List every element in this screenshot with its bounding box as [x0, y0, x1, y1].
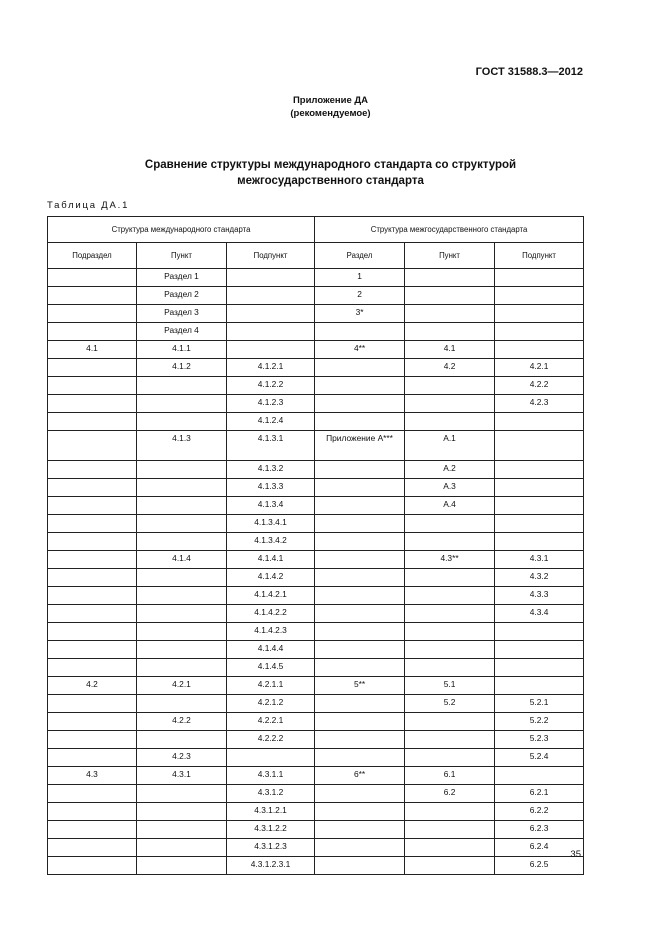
- table-cell: [405, 323, 495, 341]
- table-cell: [227, 287, 315, 305]
- table-cell: [495, 767, 584, 785]
- table-cell: 4.2.3: [137, 749, 227, 767]
- table-cell: [137, 641, 227, 659]
- table-row: [48, 359, 584, 377]
- table-row: [48, 857, 584, 875]
- table-cell: [48, 551, 137, 569]
- table-cell: 4.1.4.2: [227, 569, 315, 587]
- table-row: [48, 461, 584, 479]
- table-row: [48, 323, 584, 341]
- table-cell: 5.2: [405, 695, 495, 713]
- table-cell: [315, 359, 405, 377]
- table-cell: [137, 605, 227, 623]
- table-cell: [495, 287, 584, 305]
- table-cell: [315, 857, 405, 875]
- table-cell: [405, 515, 495, 533]
- table-row: [48, 623, 584, 641]
- table-cell: Раздел 1: [137, 269, 227, 287]
- table-cell: [227, 323, 315, 341]
- table-cell: [495, 341, 584, 359]
- table-cell: [495, 269, 584, 287]
- table-cell: [315, 803, 405, 821]
- table-cell: 6.2.1: [495, 785, 584, 803]
- table-cell: [48, 323, 137, 341]
- table-cell: 6.2.4: [495, 839, 584, 857]
- table-cell: 4.3.4: [495, 605, 584, 623]
- table-cell: 4.1.4.1: [227, 551, 315, 569]
- table-cell: [495, 641, 584, 659]
- table-row: [48, 341, 584, 359]
- table-cell: 4.1.2: [137, 359, 227, 377]
- table-row: [48, 533, 584, 551]
- document-code: ГОСТ 31588.3—2012: [475, 66, 583, 78]
- table-cell: А.4: [405, 497, 495, 515]
- table-cell: [137, 857, 227, 875]
- table-cell: [315, 839, 405, 857]
- table-cell: 4.1.2.2: [227, 377, 315, 395]
- table-cell: [405, 413, 495, 431]
- table-row: [48, 803, 584, 821]
- table-cell: [227, 305, 315, 323]
- table-cell: 4.1.3.1: [227, 431, 315, 461]
- table-cell: [495, 431, 584, 461]
- table-cell: [48, 731, 137, 749]
- table-cell: [405, 605, 495, 623]
- table-cell: 4.1.4.2.3: [227, 623, 315, 641]
- table-cell: [405, 569, 495, 587]
- table-cell: [405, 287, 495, 305]
- table-cell: Приложение А***: [315, 431, 405, 461]
- column-header: Пункт: [405, 243, 495, 269]
- table-cell: [48, 305, 137, 323]
- table-row: [48, 305, 584, 323]
- table-cell: 4.3.1.2.1: [227, 803, 315, 821]
- table-row: [48, 569, 584, 587]
- table-cell: А.2: [405, 461, 495, 479]
- table-cell: [405, 587, 495, 605]
- table-cell: [137, 785, 227, 803]
- table-row: [48, 677, 584, 695]
- table-cell: [315, 323, 405, 341]
- table-row: [48, 395, 584, 413]
- table-cell: 4.1.3.3: [227, 479, 315, 497]
- table-cell: [48, 695, 137, 713]
- table-row: [48, 839, 584, 857]
- table-cell: [315, 515, 405, 533]
- table-cell: 4.1.3.4.2: [227, 533, 315, 551]
- table-cell: [405, 731, 495, 749]
- table-cell: 4.2.2: [495, 377, 584, 395]
- table-row: [48, 659, 584, 677]
- table-cell: 4.2.2.2: [227, 731, 315, 749]
- table-cell: [48, 377, 137, 395]
- table-cell: [315, 479, 405, 497]
- table-row: [48, 377, 584, 395]
- table-cell: [48, 749, 137, 767]
- table-row: [48, 785, 584, 803]
- table-cell: [315, 497, 405, 515]
- table-cell: [495, 305, 584, 323]
- table-cell: [405, 641, 495, 659]
- table-cell: 4.3.1.2.3.1: [227, 857, 315, 875]
- table-cell: 4.1.3.2: [227, 461, 315, 479]
- table-cell: [137, 497, 227, 515]
- table-cell: [48, 431, 137, 461]
- table-cell: 4.1.4.5: [227, 659, 315, 677]
- table-row: [48, 821, 584, 839]
- table-cell: 4.1.3: [137, 431, 227, 461]
- appendix-status: (рекомендуемое): [290, 108, 371, 119]
- table-cell: [315, 821, 405, 839]
- table-cell: [227, 749, 315, 767]
- table-cell: [315, 659, 405, 677]
- table-row: [48, 497, 584, 515]
- table-cell: 6.2: [405, 785, 495, 803]
- table-cell: 4**: [315, 341, 405, 359]
- table-caption: Таблица ДА.1: [47, 200, 130, 211]
- table-cell: [315, 533, 405, 551]
- table-cell: 4.1.3.4.1: [227, 515, 315, 533]
- table-cell: [315, 587, 405, 605]
- column-header: Подпункт: [227, 243, 315, 269]
- section-heading: [0, 157, 661, 189]
- table-cell: 4.2.2.1: [227, 713, 315, 731]
- table-cell: [405, 269, 495, 287]
- table-cell: [405, 533, 495, 551]
- table-cell: 5.2.4: [495, 749, 584, 767]
- table-cell: [405, 839, 495, 857]
- table-cell: [48, 821, 137, 839]
- table-cell: 4.1.3.4: [227, 497, 315, 515]
- table-cell: [495, 515, 584, 533]
- table-row: [48, 551, 584, 569]
- column-header: Раздел: [315, 243, 405, 269]
- table-cell: 4.3.3: [495, 587, 584, 605]
- table-cell: 4.1.4.4: [227, 641, 315, 659]
- table-cell: 4.2.2: [137, 713, 227, 731]
- table-cell: [315, 785, 405, 803]
- table-cell: 4.3.2: [495, 569, 584, 587]
- table-cell: 4.1: [405, 341, 495, 359]
- page-number: 35: [570, 849, 581, 860]
- table-cell: [48, 269, 137, 287]
- group-header-international: Структура международного стандарта: [48, 217, 315, 243]
- column-header: Подпункт: [495, 243, 584, 269]
- table-row: [48, 287, 584, 305]
- table-cell: 4.1.4: [137, 551, 227, 569]
- table-cell: [48, 461, 137, 479]
- table-cell: 4.2.1.2: [227, 695, 315, 713]
- table-cell: 4.3.1.2: [227, 785, 315, 803]
- table-cell: 5.2.1: [495, 695, 584, 713]
- table-cell: [495, 677, 584, 695]
- table-cell: 4.1.1: [137, 341, 227, 359]
- table-cell: 4.2.1: [137, 677, 227, 695]
- table-cell: 4.1: [48, 341, 137, 359]
- table-cell: [315, 623, 405, 641]
- table-cell: [137, 803, 227, 821]
- table-row: [48, 695, 584, 713]
- table-cell: Раздел 3: [137, 305, 227, 323]
- table-cell: 6**: [315, 767, 405, 785]
- table-cell: [405, 305, 495, 323]
- table-cell: А.1: [405, 431, 495, 461]
- table-row: [48, 749, 584, 767]
- table-cell: [137, 461, 227, 479]
- table-cell: 4.1.2.4: [227, 413, 315, 431]
- table-cell: 5.2.2: [495, 713, 584, 731]
- table-cell: [495, 659, 584, 677]
- table-cell: 4.3.1.1: [227, 767, 315, 785]
- table-cell: [405, 803, 495, 821]
- table-cell: [315, 377, 405, 395]
- table-cell: [48, 497, 137, 515]
- table-cell: [48, 839, 137, 857]
- table-cell: [48, 359, 137, 377]
- column-header: Подраздел: [48, 243, 137, 269]
- table-cell: [137, 587, 227, 605]
- table-cell: [495, 479, 584, 497]
- comparison-table: [47, 216, 584, 875]
- table-row: [48, 731, 584, 749]
- table-cell: [137, 659, 227, 677]
- table-cell: [315, 569, 405, 587]
- table-cell: [137, 479, 227, 497]
- table-cell: [137, 413, 227, 431]
- table-cell: 5.1: [405, 677, 495, 695]
- table-cell: [137, 839, 227, 857]
- table-cell: 4.2: [48, 677, 137, 695]
- table-cell: [137, 515, 227, 533]
- table-cell: 2: [315, 287, 405, 305]
- table-cell: [495, 533, 584, 551]
- table-cell: [315, 695, 405, 713]
- table-cell: [48, 641, 137, 659]
- table-cell: Раздел 4: [137, 323, 227, 341]
- table-cell: [405, 377, 495, 395]
- table-cell: 6.2.2: [495, 803, 584, 821]
- table-cell: 4.2.3: [495, 395, 584, 413]
- table-cell: А.3: [405, 479, 495, 497]
- table-cell: 4.1.4.2.2: [227, 605, 315, 623]
- table-cell: [315, 749, 405, 767]
- table-cell: 1: [315, 269, 405, 287]
- table-cell: [227, 341, 315, 359]
- table-row: [48, 767, 584, 785]
- table-cell: [315, 395, 405, 413]
- table-cell: 4.1.2.3: [227, 395, 315, 413]
- table-row: [48, 587, 584, 605]
- table-cell: [495, 461, 584, 479]
- table-cell: [48, 515, 137, 533]
- table-cell: [48, 479, 137, 497]
- table-cell: [315, 413, 405, 431]
- table-cell: [495, 623, 584, 641]
- table-cell: 3*: [315, 305, 405, 323]
- table-cell: [315, 605, 405, 623]
- table-cell: [315, 731, 405, 749]
- table-cell: [495, 323, 584, 341]
- section-heading-line: межгосударственного стандарта: [237, 175, 424, 187]
- table-cell: [315, 461, 405, 479]
- appendix-heading: [0, 94, 661, 120]
- table-cell: [315, 713, 405, 731]
- table-body: [48, 269, 584, 875]
- table-cell: [137, 395, 227, 413]
- table-cell: [137, 623, 227, 641]
- table-cell: [48, 803, 137, 821]
- table-cell: 6.2.3: [495, 821, 584, 839]
- table-cell: [405, 395, 495, 413]
- table-cell: [137, 695, 227, 713]
- table-cell: 4.3.1.2.2: [227, 821, 315, 839]
- table-cell: 6.1: [405, 767, 495, 785]
- table-cell: 4.3**: [405, 551, 495, 569]
- table-cell: [405, 659, 495, 677]
- table-cell: 4.3.1: [137, 767, 227, 785]
- table-cell: [405, 749, 495, 767]
- table-row: [48, 479, 584, 497]
- table-cell: [405, 857, 495, 875]
- table-cell: [48, 395, 137, 413]
- table-row: [48, 641, 584, 659]
- table-row: [48, 713, 584, 731]
- table-cell: 4.3.1: [495, 551, 584, 569]
- table-row: [48, 515, 584, 533]
- table-cell: [48, 623, 137, 641]
- table-cell: [48, 533, 137, 551]
- table-cell: 4.3.1.2.3: [227, 839, 315, 857]
- group-header-interstate: Структура межгосударственного стандарта: [315, 217, 584, 243]
- table-cell: [48, 605, 137, 623]
- table-cell: 5**: [315, 677, 405, 695]
- table-cell: [405, 821, 495, 839]
- table-cell: [137, 533, 227, 551]
- table-cell: [48, 857, 137, 875]
- column-header: Пункт: [137, 243, 227, 269]
- table-cell: 4.1.2.1: [227, 359, 315, 377]
- table-cell: [315, 641, 405, 659]
- table-cell: 4.3: [48, 767, 137, 785]
- table-cell: [137, 377, 227, 395]
- table-cell: [137, 569, 227, 587]
- table-cell: [48, 287, 137, 305]
- table-cell: [48, 659, 137, 677]
- table-cell: 4.2.1: [495, 359, 584, 377]
- table-cell: [137, 731, 227, 749]
- table-cell: 5.2.3: [495, 731, 584, 749]
- table-row: [48, 605, 584, 623]
- table-cell: 6.2.5: [495, 857, 584, 875]
- table-cell: [227, 269, 315, 287]
- table-cell: [315, 551, 405, 569]
- table-cell: 4.1.4.2.1: [227, 587, 315, 605]
- table-cell: [405, 623, 495, 641]
- table-cell: [495, 413, 584, 431]
- section-heading-line: Сравнение структуры международного стандарта со структурой: [144, 159, 517, 171]
- table-cell: [405, 713, 495, 731]
- table-row: [48, 269, 584, 287]
- table-row: [48, 413, 584, 431]
- table-cell: [48, 713, 137, 731]
- table-row: [48, 431, 584, 461]
- table-cell: [137, 821, 227, 839]
- table-cell: [48, 569, 137, 587]
- table-cell: [48, 413, 137, 431]
- table-cell: [495, 497, 584, 515]
- table-cell: Раздел 2: [137, 287, 227, 305]
- table-cell: 4.2: [405, 359, 495, 377]
- table-cell: 4.2.1.1: [227, 677, 315, 695]
- appendix-title: Приложение ДА: [292, 95, 369, 106]
- table-cell: [48, 785, 137, 803]
- table-cell: [48, 587, 137, 605]
